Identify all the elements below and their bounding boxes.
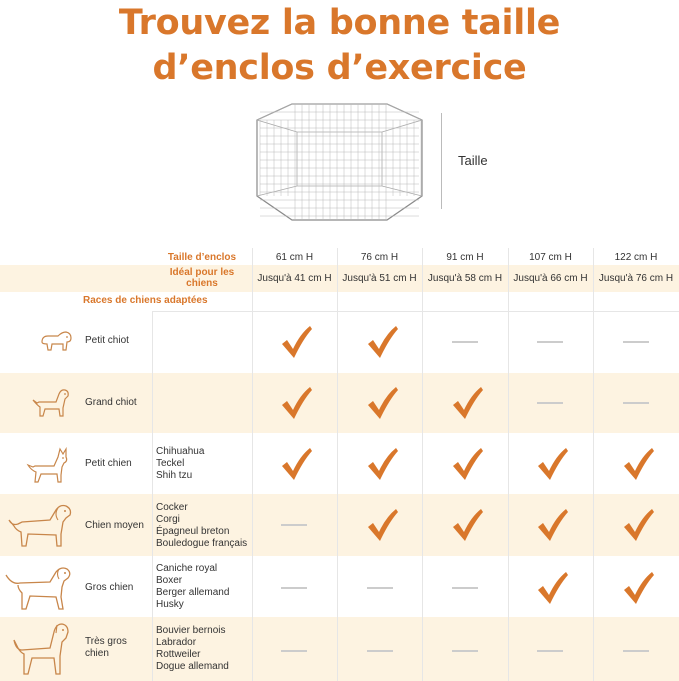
grid-line <box>337 248 338 681</box>
check-icon <box>362 444 402 484</box>
column-ideal: Jusqu'à 41 cm H <box>257 273 332 284</box>
grid-line <box>252 248 253 681</box>
column-ideal: Jusqu'à 66 cm H <box>513 273 588 284</box>
check-icon <box>618 444 658 484</box>
not-suitable-dash <box>623 341 649 343</box>
column-ideal: Jusqu'à 76 cm H <box>598 273 674 284</box>
not-suitable-dash <box>452 587 478 589</box>
breed-list: Bouvier bernois Labrador Rottweiler Dogue allemand <box>156 625 229 672</box>
breed-list: Chihuahua Teckel Shih tzu <box>156 446 205 481</box>
row-label: Petit chiot <box>85 335 129 346</box>
check-icon <box>276 322 316 362</box>
not-suitable-dash <box>537 402 563 404</box>
row-label: Gros chien <box>85 582 134 593</box>
grid-line <box>152 311 153 681</box>
not-suitable-dash <box>281 650 307 652</box>
small-puppy-icon <box>38 328 74 354</box>
row-label: Très gros chien <box>85 636 127 659</box>
check-icon <box>362 322 402 362</box>
not-suitable-dash <box>281 587 307 589</box>
small-dog-icon <box>24 445 72 485</box>
not-suitable-dash <box>623 650 649 652</box>
column-size: 122 cm H <box>614 252 658 263</box>
check-icon <box>276 444 316 484</box>
check-icon <box>532 568 572 608</box>
size-header-label: Taille d’enclos <box>167 252 237 263</box>
row-label: Grand chiot <box>85 397 137 408</box>
height-indicator <box>441 113 442 209</box>
grid-line <box>152 311 679 312</box>
height-label: Taille <box>458 153 488 168</box>
not-suitable-dash <box>281 524 307 526</box>
octagonal-pen-image <box>252 98 427 228</box>
check-icon <box>618 568 658 608</box>
not-suitable-dash <box>452 341 478 343</box>
row-label: Chien moyen <box>85 520 144 531</box>
grid-line <box>422 248 423 681</box>
not-suitable-dash <box>537 341 563 343</box>
giant-dog-icon <box>10 620 72 678</box>
check-icon <box>618 505 658 545</box>
column-size: 91 cm H <box>446 252 484 263</box>
column-ideal: Jusqu'à 51 cm H <box>342 273 417 284</box>
not-suitable-dash <box>452 650 478 652</box>
column-size: 76 cm H <box>360 252 399 263</box>
breed-list: Cocker Corgi Épagneul breton Bouledogue français <box>156 502 248 549</box>
check-icon <box>362 383 402 423</box>
check-icon <box>447 444 487 484</box>
row-label: Petit chien <box>85 458 132 469</box>
not-suitable-dash <box>367 587 393 589</box>
check-icon <box>532 444 572 484</box>
not-suitable-dash <box>537 650 563 652</box>
not-suitable-dash <box>623 402 649 404</box>
check-icon <box>447 505 487 545</box>
ideal-header-label: Idéal pour les chiens <box>169 267 235 289</box>
check-icon <box>532 505 572 545</box>
large-dog-icon <box>4 563 74 613</box>
column-size: 107 cm H <box>529 252 572 263</box>
page-title-line-1: Trouvez la bonne taille <box>118 3 561 43</box>
check-icon <box>447 383 487 423</box>
breed-list: Caniche royal Boxer Berger allemand Husky <box>156 563 230 610</box>
not-suitable-dash <box>367 650 393 652</box>
medium-dog-icon <box>6 500 74 550</box>
check-icon <box>276 383 316 423</box>
check-icon <box>362 505 402 545</box>
grid-line <box>593 248 594 681</box>
races-header-label: Races de chiens adaptées <box>83 295 208 306</box>
column-ideal: Jusqu'à 58 cm H <box>427 273 503 284</box>
column-size: 61 cm H <box>275 252 314 263</box>
grid-line <box>508 248 509 681</box>
large-puppy-icon <box>30 386 72 420</box>
page-title-line-2: d’enclos d’exercice <box>152 48 527 88</box>
